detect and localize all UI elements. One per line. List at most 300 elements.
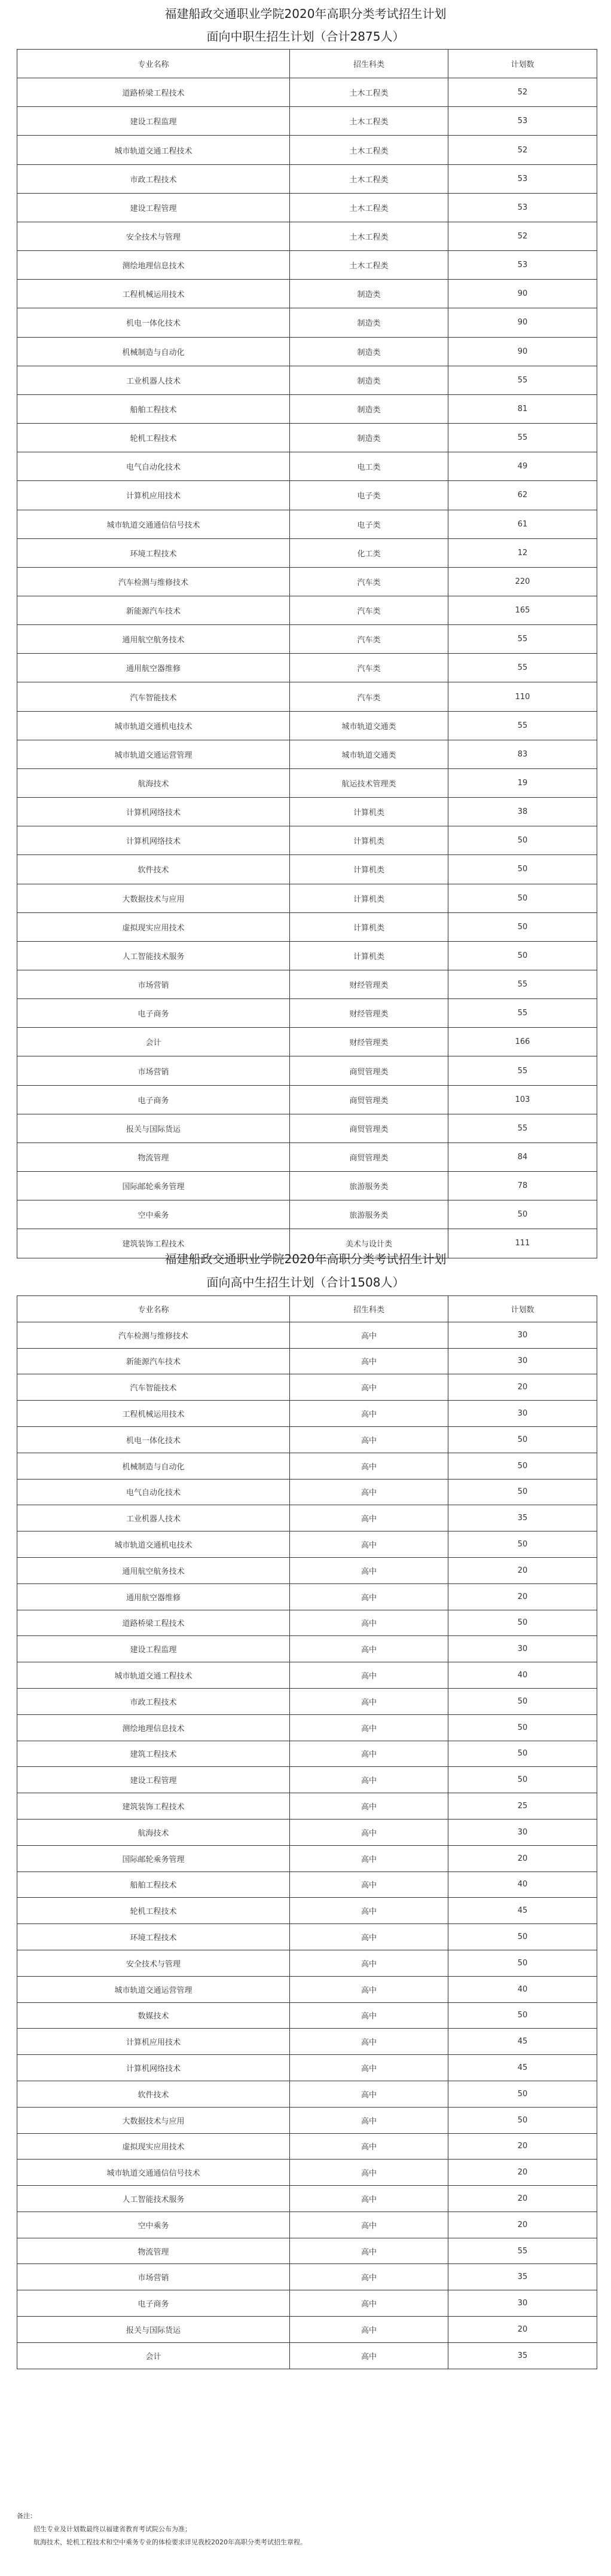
table-row (17, 1688, 597, 1714)
table-row (17, 193, 597, 222)
quota-cell: 30 (448, 1819, 597, 1845)
quota-cell: 50 (448, 855, 597, 884)
quota-cell: 20 (448, 2133, 597, 2160)
quota-cell: 50 (448, 2002, 597, 2029)
quota-cell: 20 (448, 1845, 597, 1871)
quota-cell: 52 (448, 136, 597, 164)
quota-cell: 25 (448, 1793, 597, 1820)
major-cell: 市场营销 (17, 2264, 290, 2290)
category-cell: 高中 (290, 2002, 448, 2029)
table-header-row (17, 1296, 597, 1322)
quota-cell: 30 (448, 1322, 597, 1348)
major-cell: 新能源汽车技术 (17, 1348, 290, 1374)
major-cell: 安全技术与管理 (17, 222, 290, 250)
table-row (17, 1557, 597, 1583)
category-cell: 计算机类 (290, 798, 448, 826)
table-row (17, 1348, 597, 1374)
table-row (17, 1741, 597, 1767)
quota-cell: 55 (448, 970, 597, 999)
table-row (17, 1426, 597, 1453)
major-cell: 通用航空航务技术 (17, 625, 290, 654)
category-cell: 土木工程类 (290, 251, 448, 280)
section1-subtitle: 面向中职生招生计划（合计2875人） (206, 29, 405, 44)
quota-cell: 81 (448, 394, 597, 423)
section2-title: 福建船政交通职业学院2020年高职分类考试招生计划 (164, 1252, 447, 1266)
table-row (17, 1610, 597, 1636)
table-row (17, 2107, 597, 2133)
category-cell: 财经管理类 (290, 1028, 448, 1056)
quota-cell: 53 (448, 107, 597, 136)
category-cell: 制造类 (290, 308, 448, 337)
table-row (17, 1871, 597, 1898)
table-header-row (17, 50, 597, 78)
major-cell: 空中乘务 (17, 1200, 290, 1229)
category-cell: 高中 (290, 1688, 448, 1714)
table-row (17, 2055, 597, 2081)
category-cell: 高中 (290, 1636, 448, 1662)
table-row (17, 164, 597, 193)
quota-cell: 40 (448, 1871, 597, 1898)
major-cell: 大数据技术与应用 (17, 884, 290, 912)
quota-cell: 45 (448, 2055, 597, 2081)
category-cell: 高中 (290, 1924, 448, 1950)
major-cell: 工程机械运用技术 (17, 1401, 290, 1427)
quota-cell: 40 (448, 1662, 597, 1689)
category-cell: 财经管理类 (290, 970, 448, 999)
header-category: 招生科类 (290, 50, 448, 78)
category-cell: 土木工程类 (290, 78, 448, 107)
header-quota: 计划数 (448, 50, 597, 78)
major-cell: 市场营销 (17, 1056, 290, 1085)
category-cell: 土木工程类 (290, 222, 448, 250)
table-row (17, 970, 597, 999)
category-cell: 高中 (290, 2055, 448, 2081)
quota-cell: 55 (448, 1114, 597, 1142)
quota-cell: 90 (448, 308, 597, 337)
table-row (17, 2133, 597, 2160)
table-row (17, 1142, 597, 1171)
category-cell: 高中 (290, 1401, 448, 1427)
major-cell: 工业机器人技术 (17, 366, 290, 394)
major-cell: 软件技术 (17, 2081, 290, 2107)
major-cell: 汽车检测与维修技术 (17, 1322, 290, 1348)
major-cell: 人工智能技术服务 (17, 941, 290, 970)
quota-cell: 111 (448, 1229, 597, 1258)
table-row (17, 1898, 597, 1924)
category-cell: 土木工程类 (290, 107, 448, 136)
table-row (17, 1583, 597, 1610)
quota-cell: 55 (448, 711, 597, 740)
quota-cell: 38 (448, 798, 597, 826)
table-row (17, 1976, 597, 2002)
category-cell: 电子类 (290, 481, 448, 510)
category-cell: 土木工程类 (290, 164, 448, 193)
category-cell: 计算机类 (290, 884, 448, 912)
table-row (17, 1028, 597, 1056)
table-row (17, 538, 597, 567)
major-cell: 市政工程技术 (17, 1688, 290, 1714)
category-cell: 商贸管理类 (290, 1056, 448, 1085)
major-cell: 机械制造与自动化 (17, 1453, 290, 1479)
table-row (17, 222, 597, 250)
quota-cell: 50 (448, 941, 597, 970)
major-cell: 轮机工程技术 (17, 1898, 290, 1924)
category-cell: 高中 (290, 1976, 448, 2002)
table-row (17, 999, 597, 1028)
table-row (17, 1172, 597, 1200)
category-cell: 高中 (290, 1793, 448, 1820)
quota-cell: 20 (448, 1374, 597, 1401)
quota-cell: 55 (448, 625, 597, 654)
table-row (17, 308, 597, 337)
category-cell: 高中 (290, 1505, 448, 1531)
quota-cell: 30 (448, 1636, 597, 1662)
table-row (17, 2342, 597, 2369)
category-cell: 计算机类 (290, 941, 448, 970)
major-cell: 计算机应用技术 (17, 2029, 290, 2055)
category-cell: 高中 (290, 1348, 448, 1374)
category-cell: 高中 (290, 1662, 448, 1689)
category-cell: 旅游服务类 (290, 1200, 448, 1229)
major-cell: 软件技术 (17, 855, 290, 884)
table-row (17, 1767, 597, 1793)
table-row (17, 2290, 597, 2317)
table-row (17, 711, 597, 740)
note-line: 招生专业及计划数最终以福建省教育考试院公布为准； (33, 2525, 191, 2533)
category-cell: 高中 (290, 1950, 448, 1976)
major-cell: 建设工程管理 (17, 193, 290, 222)
major-cell: 建设工程管理 (17, 1767, 290, 1793)
table-row (17, 337, 597, 366)
major-cell: 机电一体化技术 (17, 308, 290, 337)
major-cell: 国际邮轮乘务管理 (17, 1845, 290, 1871)
category-cell: 计算机类 (290, 855, 448, 884)
quota-cell: 12 (448, 538, 597, 567)
category-cell: 高中 (290, 2290, 448, 2317)
quota-cell: 55 (448, 999, 597, 1028)
quota-cell: 20 (448, 2317, 597, 2343)
quota-cell: 50 (448, 2107, 597, 2133)
section1-title: 福建船政交通职业学院2020年高职分类考试招生计划 (164, 7, 447, 21)
category-cell: 高中 (290, 2029, 448, 2055)
quota-cell: 50 (448, 1531, 597, 1558)
major-cell: 虚拟现实应用技术 (17, 2133, 290, 2160)
category-cell: 高中 (290, 1845, 448, 1871)
table-row (17, 1374, 597, 1401)
category-cell: 城市轨道交通类 (290, 740, 448, 768)
secondary-vocational-plan-table (17, 49, 597, 1258)
category-cell: 商贸管理类 (290, 1114, 448, 1142)
category-cell: 电工类 (290, 452, 448, 481)
quota-cell: 35 (448, 2264, 597, 2290)
major-cell: 轮机工程技术 (17, 424, 290, 452)
quota-cell: 55 (448, 424, 597, 452)
table-row (17, 1505, 597, 1531)
quota-cell: 52 (448, 78, 597, 107)
quota-cell: 52 (448, 222, 597, 250)
header-quota: 计划数 (448, 1296, 597, 1322)
major-cell: 空中乘务 (17, 2211, 290, 2238)
quota-cell: 55 (448, 366, 597, 394)
quota-cell: 53 (448, 251, 597, 280)
major-cell: 城市轨道交通机电技术 (17, 711, 290, 740)
category-cell: 城市轨道交通类 (290, 711, 448, 740)
quota-cell: 30 (448, 1348, 597, 1374)
major-cell: 建设工程监理 (17, 1636, 290, 1662)
section2-subtitle: 面向高中生招生计划（合计1508人） (206, 1275, 405, 1289)
table-row (17, 941, 597, 970)
major-cell: 人工智能技术服务 (17, 2186, 290, 2212)
header-category: 招生科类 (290, 1296, 448, 1322)
quota-cell: 110 (448, 682, 597, 711)
major-cell: 报关与国际货运 (17, 1114, 290, 1142)
quota-cell: 55 (448, 654, 597, 682)
category-cell: 高中 (290, 1426, 448, 1453)
quota-cell: 50 (448, 1453, 597, 1479)
table-row (17, 2002, 597, 2029)
quota-cell: 165 (448, 596, 597, 624)
major-cell: 电子商务 (17, 2290, 290, 2317)
table-row (17, 280, 597, 308)
header-major: 专业名称 (17, 50, 290, 78)
quota-cell: 83 (448, 740, 597, 768)
table-row (17, 2264, 597, 2290)
table-row (17, 1200, 597, 1229)
category-cell: 化工类 (290, 538, 448, 567)
category-cell: 高中 (290, 2133, 448, 2160)
quota-cell: 45 (448, 2029, 597, 2055)
major-cell: 物流管理 (17, 2238, 290, 2264)
major-cell: 道路桥梁工程技术 (17, 1610, 290, 1636)
table-row (17, 596, 597, 624)
category-cell: 汽车类 (290, 596, 448, 624)
category-cell: 制造类 (290, 280, 448, 308)
quota-cell: 220 (448, 567, 597, 596)
quota-cell: 50 (448, 884, 597, 912)
table-row (17, 2029, 597, 2055)
major-cell: 汽车检测与维修技术 (17, 567, 290, 596)
category-cell: 旅游服务类 (290, 1172, 448, 1200)
major-cell: 国际邮轮乘务管理 (17, 1172, 290, 1200)
major-cell: 建筑装饰工程技术 (17, 1229, 290, 1258)
major-cell: 新能源汽车技术 (17, 596, 290, 624)
quota-cell: 90 (448, 280, 597, 308)
quota-cell: 20 (448, 2160, 597, 2186)
table-row (17, 510, 597, 538)
quota-cell: 50 (448, 912, 597, 941)
table-row (17, 394, 597, 423)
table-row (17, 1085, 597, 1114)
high-school-plan-table (17, 1295, 597, 2369)
quota-cell: 90 (448, 337, 597, 366)
major-cell: 测绘地理信息技术 (17, 251, 290, 280)
table-row (17, 1322, 597, 1348)
quota-cell: 78 (448, 1172, 597, 1200)
header-major: 专业名称 (17, 1296, 290, 1322)
major-cell: 市政工程技术 (17, 164, 290, 193)
category-cell: 高中 (290, 2342, 448, 2369)
notes-label: 备注： (17, 2512, 36, 2520)
quota-cell: 30 (448, 2290, 597, 2317)
major-cell: 测绘地理信息技术 (17, 1714, 290, 1741)
major-cell: 建筑工程技术 (17, 1741, 290, 1767)
major-cell: 城市轨道交通通信信号技术 (17, 510, 290, 538)
major-cell: 计算机网络技术 (17, 2055, 290, 2081)
major-cell: 电气自动化技术 (17, 1479, 290, 1505)
major-cell: 通用航空航务技术 (17, 1557, 290, 1583)
quota-cell: 50 (448, 1924, 597, 1950)
category-cell: 高中 (290, 1453, 448, 1479)
table-row (17, 1793, 597, 1820)
quota-cell: 50 (448, 1426, 597, 1453)
table-row (17, 1950, 597, 1976)
quota-cell: 103 (448, 1085, 597, 1114)
major-cell: 工业机器人技术 (17, 1505, 290, 1531)
category-cell: 高中 (290, 2211, 448, 2238)
major-cell: 环境工程技术 (17, 538, 290, 567)
major-cell: 通用航空器维修 (17, 1583, 290, 1610)
major-cell: 计算机网络技术 (17, 826, 290, 855)
major-cell: 城市轨道交通通信信号技术 (17, 2160, 290, 2186)
major-cell: 船舶工程技术 (17, 1871, 290, 1898)
quota-cell: 45 (448, 1898, 597, 1924)
table-row (17, 625, 597, 654)
major-cell: 机电一体化技术 (17, 1426, 290, 1453)
quota-cell: 50 (448, 1688, 597, 1714)
major-cell: 航海技术 (17, 1819, 290, 1845)
category-cell: 制造类 (290, 424, 448, 452)
quota-cell: 30 (448, 1401, 597, 1427)
table-row (17, 1845, 597, 1871)
category-cell: 高中 (290, 2317, 448, 2343)
major-cell: 大数据技术与应用 (17, 2107, 290, 2133)
quota-cell: 50 (448, 1767, 597, 1793)
category-cell: 高中 (290, 1714, 448, 1741)
table-row (17, 740, 597, 768)
quota-cell: 50 (448, 826, 597, 855)
table-row (17, 1453, 597, 1479)
category-cell: 土木工程类 (290, 136, 448, 164)
category-cell: 高中 (290, 1871, 448, 1898)
major-cell: 计算机应用技术 (17, 481, 290, 510)
major-cell: 汽车智能技术 (17, 1374, 290, 1401)
table-row (17, 884, 597, 912)
quota-cell: 50 (448, 1479, 597, 1505)
category-cell: 计算机类 (290, 826, 448, 855)
quota-cell: 50 (448, 2081, 597, 2107)
quota-cell: 49 (448, 452, 597, 481)
table-row (17, 107, 597, 136)
major-cell: 物流管理 (17, 1142, 290, 1171)
major-cell: 建设工程监理 (17, 107, 290, 136)
major-cell: 虚拟现实应用技术 (17, 912, 290, 941)
category-cell: 航运技术管理类 (290, 768, 448, 797)
major-cell: 环境工程技术 (17, 1924, 290, 1950)
major-cell: 电子商务 (17, 1085, 290, 1114)
quota-cell: 50 (448, 1714, 597, 1741)
category-cell: 美术与设计类 (290, 1229, 448, 1258)
major-cell: 市场营销 (17, 970, 290, 999)
category-cell: 商贸管理类 (290, 1085, 448, 1114)
table-row (17, 826, 597, 855)
major-cell: 工程机械运用技术 (17, 280, 290, 308)
category-cell: 高中 (290, 1741, 448, 1767)
category-cell: 高中 (290, 1610, 448, 1636)
category-cell: 高中 (290, 2107, 448, 2133)
major-cell: 城市轨道交通机电技术 (17, 1531, 290, 1558)
category-cell: 高中 (290, 2264, 448, 2290)
table-row (17, 567, 597, 596)
quota-cell: 50 (448, 1741, 597, 1767)
major-cell: 电子商务 (17, 999, 290, 1028)
major-cell: 船舶工程技术 (17, 394, 290, 423)
table-row (17, 2317, 597, 2343)
quota-cell: 50 (448, 1610, 597, 1636)
quota-cell: 61 (448, 510, 597, 538)
quota-cell: 35 (448, 2342, 597, 2369)
table-row (17, 654, 597, 682)
table-row (17, 855, 597, 884)
major-cell: 城市轨道交通运营管理 (17, 1976, 290, 2002)
quota-cell: 55 (448, 2238, 597, 2264)
table-row (17, 136, 597, 164)
table-row (17, 798, 597, 826)
major-cell: 计算机网络技术 (17, 798, 290, 826)
table-row (17, 2081, 597, 2107)
quota-cell: 53 (448, 164, 597, 193)
major-cell: 机械制造与自动化 (17, 337, 290, 366)
quota-cell: 166 (448, 1028, 597, 1056)
table-row (17, 2211, 597, 2238)
table-row (17, 682, 597, 711)
category-cell: 高中 (290, 1767, 448, 1793)
table-row (17, 1114, 597, 1142)
table-row (17, 1401, 597, 1427)
major-cell: 航海技术 (17, 768, 290, 797)
notes (17, 2510, 591, 2549)
major-cell: 会计 (17, 1028, 290, 1056)
table-row (17, 1531, 597, 1558)
category-cell: 电子类 (290, 510, 448, 538)
quota-cell: 20 (448, 1557, 597, 1583)
category-cell: 高中 (290, 1531, 448, 1558)
table-row (17, 912, 597, 941)
table-row (17, 2160, 597, 2186)
quota-cell: 55 (448, 1056, 597, 1085)
category-cell: 高中 (290, 1374, 448, 1401)
category-cell: 高中 (290, 1322, 448, 1348)
table-row (17, 251, 597, 280)
table-row (17, 2186, 597, 2212)
major-cell: 电气自动化技术 (17, 452, 290, 481)
table-row (17, 2238, 597, 2264)
category-cell: 土木工程类 (290, 193, 448, 222)
category-cell: 高中 (290, 1479, 448, 1505)
table-row (17, 481, 597, 510)
category-cell: 汽车类 (290, 625, 448, 654)
category-cell: 高中 (290, 1583, 448, 1610)
major-cell: 汽车智能技术 (17, 682, 290, 711)
category-cell: 高中 (290, 2238, 448, 2264)
quota-cell: 84 (448, 1142, 597, 1171)
quota-cell: 53 (448, 193, 597, 222)
quota-cell: 50 (448, 1200, 597, 1229)
quota-cell: 40 (448, 1976, 597, 2002)
quota-cell: 62 (448, 481, 597, 510)
major-cell: 城市轨道交通工程技术 (17, 1662, 290, 1689)
table-row (17, 452, 597, 481)
category-cell: 制造类 (290, 394, 448, 423)
